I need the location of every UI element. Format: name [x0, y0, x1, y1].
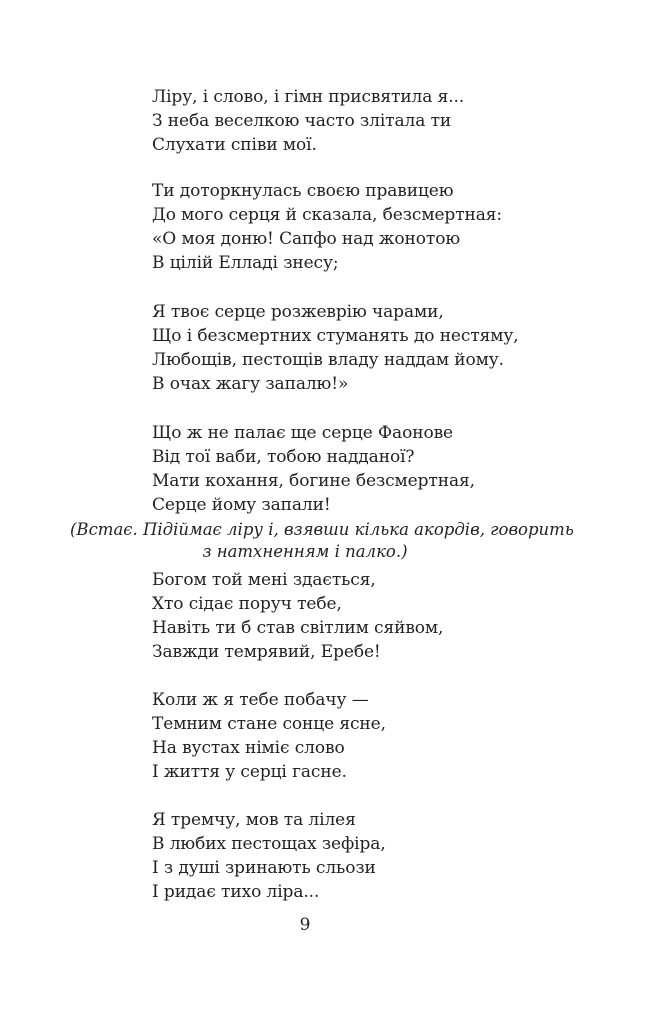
verse-line: Ліру, і слово, і гімн присвятила я...	[152, 87, 465, 107]
stanza-7	[152, 808, 386, 904]
verse-line: «О моя доню! Сапфо над жонотою	[152, 229, 461, 249]
verse-line: В цілій Елладі знесу;	[152, 253, 339, 273]
verse-line: На вустах німіє слово	[152, 738, 345, 758]
verse-line: Ти доторкнулась своєю правицею	[152, 181, 454, 201]
verse-line: Що і безсмертних стуманять до нестяму,	[152, 326, 519, 346]
verse-line: Мати кохання, богине безсмертная,	[152, 471, 475, 491]
stanza-4	[152, 421, 475, 517]
verse-line: В любих пестощах зефіра,	[152, 834, 386, 854]
verse-line: Хто сідає поруч тебе,	[152, 594, 342, 614]
page-number: 9	[299, 915, 311, 935]
verse-line: Я твоє серце розжеврію чарами,	[152, 302, 444, 322]
verse-line: В очах жагу запалю!»	[152, 374, 349, 394]
verse-line: Любощів, пестощів владу наддам йому.	[152, 350, 504, 370]
verse-line: Темним стане сонце ясне,	[152, 714, 386, 734]
verse-line: І з душі зринають сльози	[152, 858, 376, 878]
stanza-5	[152, 568, 443, 664]
stanza-2	[152, 179, 502, 275]
verse-line: Від тої ваби, тобою надданої?	[152, 447, 415, 467]
stanza-3	[152, 300, 519, 396]
verse-line: Коли ж я тебе побачу —	[152, 690, 369, 710]
verse-line: Навіть ти б став світлим сяйвом,	[152, 618, 444, 638]
verse-line: Я тремчу, мов та лілея	[152, 810, 356, 830]
stage-direction-line: з натхненням і палко.)	[202, 542, 408, 561]
verse-line: І життя у серці гасне.	[152, 762, 347, 782]
verse-line: І ридає тихо ліра...	[152, 882, 320, 902]
stanza-1	[152, 85, 464, 157]
verse-line: Що ж не палає ще серце Фаонове	[152, 423, 454, 443]
verse-line: Завжди темрявий, Еребе!	[152, 642, 381, 662]
verse-line: Богом той мені здається,	[152, 570, 376, 590]
verse-line: До мого серця й сказала, безсмертная:	[152, 205, 503, 225]
verse-line: Серце йому запали!	[152, 495, 331, 515]
verse-line: Слухати співи мої.	[152, 135, 317, 155]
stage-direction-line: (Встає. Підіймає ліру і, взявши кілька акордів, говорить	[70, 520, 574, 539]
stanza-6	[152, 688, 386, 784]
verse-line: З неба веселкою часто злітала ти	[152, 111, 452, 131]
stage-direction	[70, 519, 574, 563]
